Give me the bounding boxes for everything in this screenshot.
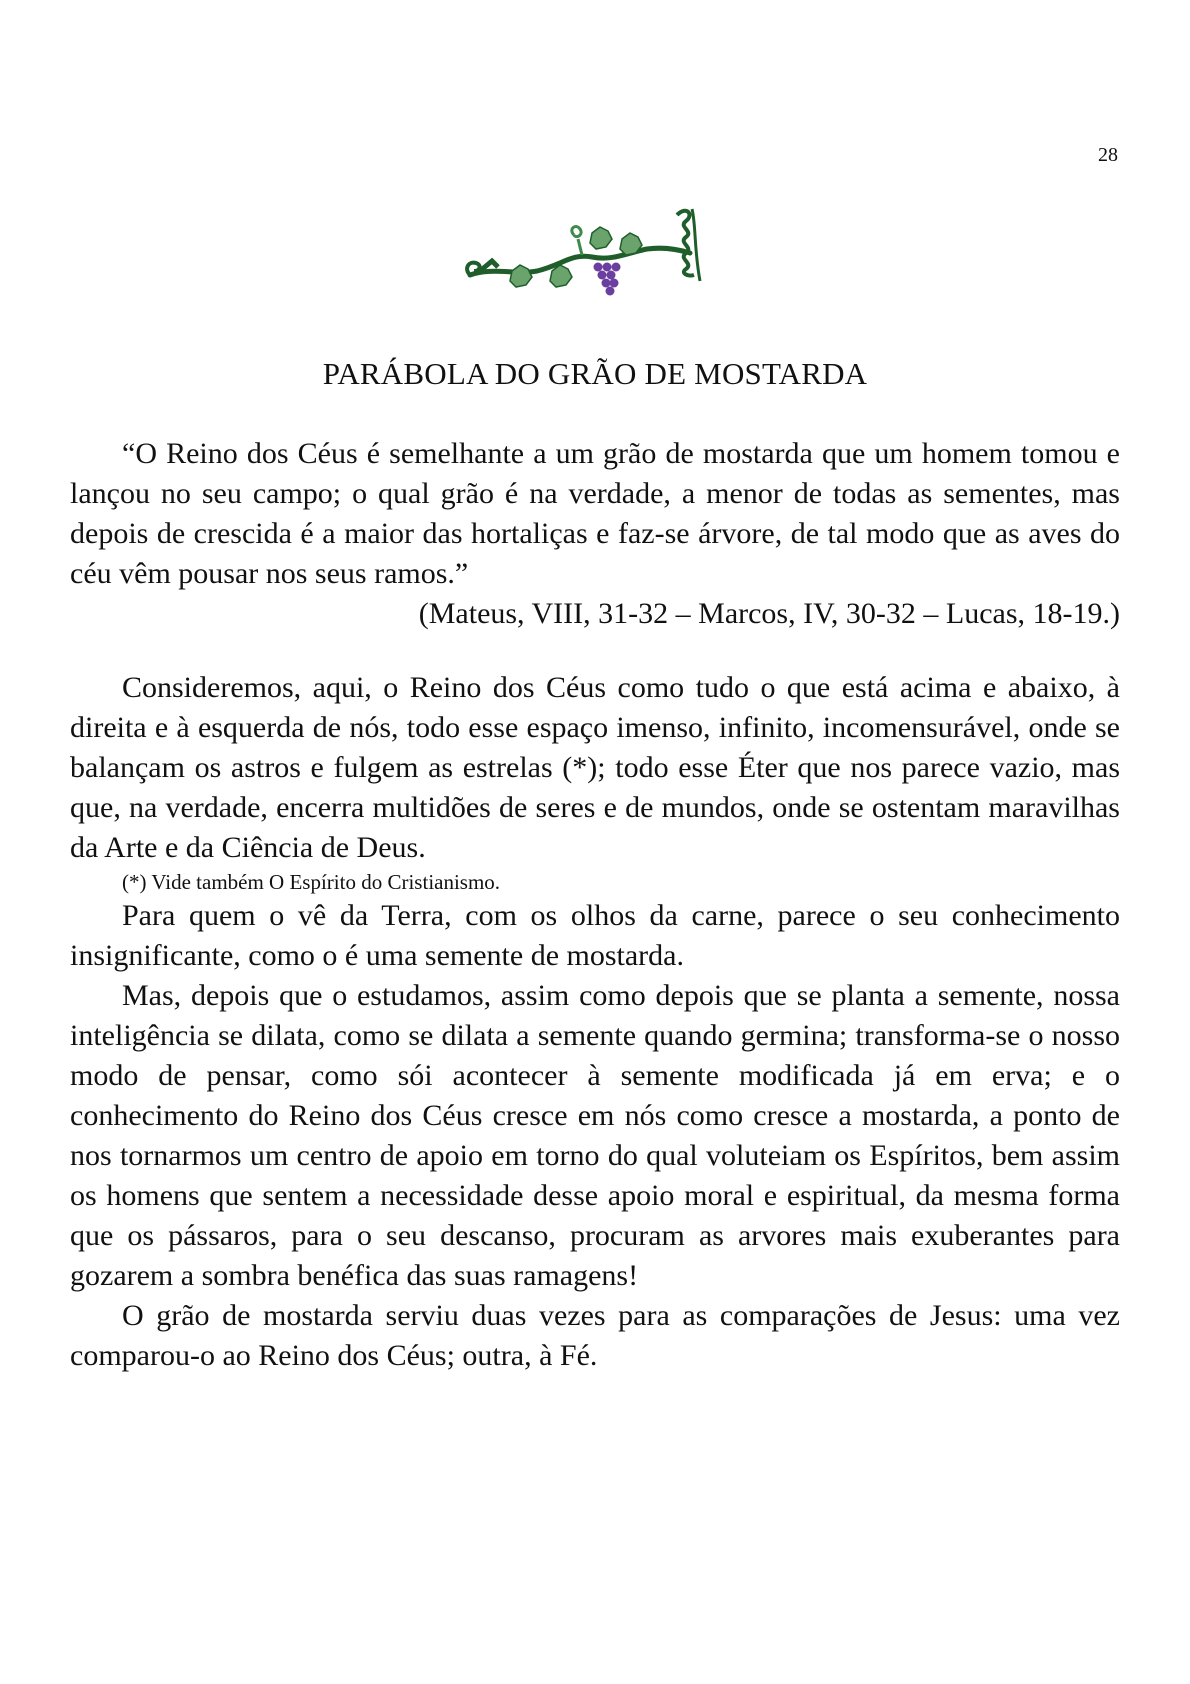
- scripture-quote: “O Reino dos Céus é semelhante a um grão de mostarda que um homem tomou e lançou no seu campo; o qual grão é na verdade, a menor de todas as sementes, mas depois de crescida é a maior das hortaliças e faz-se árvore, de tal modo que as aves do céu vêm pousar nos seus ramos.”: [70, 437, 1120, 590]
- document-body: [70, 434, 1120, 1376]
- paragraph-4: O grão de mostarda serviu duas vezes para as comparações de Jesus: uma vez comparou-o ao Reino dos Céus; outra, à Fé.: [70, 1299, 1120, 1372]
- paragraph-1: Consideremos, aqui, o Reino dos Céus como tudo o que está acima e abaixo, à direita e à esquerda de nós, todo esse espaço imenso, infinito, incomensurável, onde se balançam os astros e fulgem as estrelas (*); todo esse Éter que nos parece vazio, mas que, na verdade, encerra multidões de seres e de mundos, onde se ostentam maravilhas da Arte e da Ciência de Deus.: [70, 671, 1120, 864]
- section-spacer: [70, 634, 1120, 668]
- footnote: (*) Vide também O Espírito do Cristianismo.: [122, 870, 501, 894]
- page-title: PARÁBOLA DO GRÃO DE MOSTARDA: [322, 356, 868, 391]
- scripture-citation: (Mateus, VIII, 31-32 – Marcos, IV, 30-32 – Lucas, 18-19.): [418, 597, 1120, 630]
- grapevine-ornament-icon: [462, 205, 732, 325]
- paragraph-2: Para quem o vê da Terra, com os olhos da carne, parece o seu conhecimento insignificante, como o é uma semente de mostarda.: [70, 899, 1120, 972]
- page-number: 28: [1098, 144, 1118, 166]
- paragraph-3: Mas, depois que o estudamos, assim como depois que se planta a semente, nossa inteligência se dilata, como se dilata a semente quando germina; transforma-se o nosso modo de pensar, como sói acontecer à semente modificada já em erva; e o conhecimento do Reino dos Céus cresce em nós como cresce a mostarda, a ponto de nos tornarmos um centro de apoio em torno do qual voluteiam os Espíritos, bem assim os homens que sentem a necessidade desse apoio moral e espiritual, da mesma forma que os pássaros, para o seu descanso, procuram as arvores mais exuberantes para gozarem a sombra benéfica das suas ramagens!: [70, 979, 1120, 1292]
